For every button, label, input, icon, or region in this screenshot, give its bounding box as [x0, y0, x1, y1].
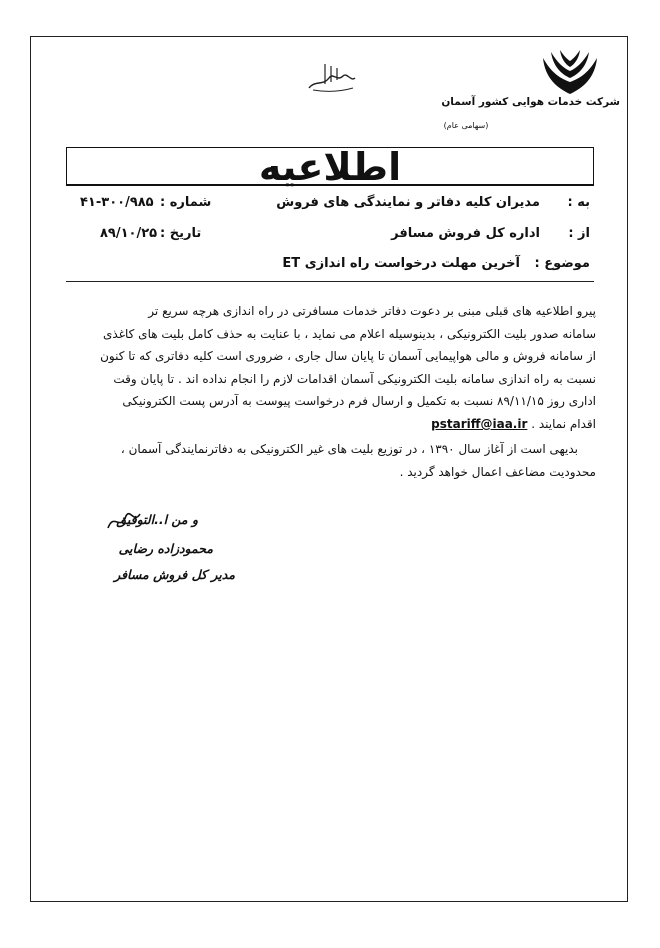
signatory-name: محمودزاده رضایی — [118, 541, 213, 556]
body-line: پیرو اطلاعیه های قبلی مبنی بر دعوت دفاتر خدمات مسافرتی در راه اندازی هرچه سریع تر — [148, 304, 596, 318]
body-line: بدیهی است از آغاز سال ۱۳۹۰ ، در توزیع بلیت های غیر الکترونیکی به دفاترنمایندگی آسمان ، — [120, 442, 578, 456]
company-type: (سهامی عام) — [443, 121, 489, 130]
date-value: ۸۹/۱۰/۲۵ — [100, 226, 158, 241]
company-name: شرکت خدمات هوایی کشور آسمان — [441, 96, 620, 108]
title-box — [66, 145, 594, 189]
body-line: محدودیت مضاعف اعمال خواهد گردید . — [399, 464, 596, 479]
body-line-email — [64, 413, 596, 436]
handwritten-signature — [104, 506, 144, 536]
body-paragraph-2 — [64, 438, 596, 483]
date-label: تاریخ : — [160, 226, 202, 241]
email-action-text: اقدام نمایند . — [531, 416, 596, 431]
aseman-logo-icon — [539, 48, 601, 96]
notice-title: اطلاعیه — [258, 145, 402, 189]
number-value: ۴۱-۳۰۰/۹۸۵ — [80, 195, 154, 210]
from-value: اداره کل فروش مسافر — [391, 226, 540, 241]
title-divider — [66, 185, 594, 186]
closing-text: و من ا..التوفیق — [116, 512, 198, 527]
body-line: از سامانه فروش و مالی هواپیمایی آسمان تا پایان سال جاری ، ضروری است کلیه دفاتری که تا کنون — [100, 349, 596, 364]
fields-divider — [66, 281, 594, 282]
subject-label: موضوع : — [534, 256, 590, 271]
body-line: نسبت به راه اندازی سامانه بلیت الکترونیکی آسمان اقدامات لازم را انجام نداده اند . تا پایان وقت — [113, 371, 596, 386]
bismillah-calligraphy — [295, 58, 365, 94]
from-label: از : — [568, 226, 590, 241]
to-label: به : — [567, 195, 590, 210]
signatory-position: مدیر کل فروش مسافر — [114, 567, 235, 582]
email-link[interactable]: pstariff@iaa.ir — [431, 416, 528, 431]
body-line: اداری روز ۸۹/۱۱/۱۵ نسبت به تکمیل و ارسال فرم درخواست پیوست به آدرس پست الکترونیکی — [122, 394, 596, 409]
number-label: شماره : — [160, 195, 212, 210]
subject-value: آخرین مهلت درخواست راه اندازی ET — [282, 256, 520, 271]
to-value: مدیران کلیه دفاتر و نمایندگی های فروش — [276, 195, 540, 210]
body-paragraph-1 — [64, 300, 596, 436]
body-line: سامانه صدور بلیت الکترونیکی ، بدینوسیله اعلام می نماید ، با عنایت به حذف کامل بلیت های کاغذی — [103, 326, 596, 341]
